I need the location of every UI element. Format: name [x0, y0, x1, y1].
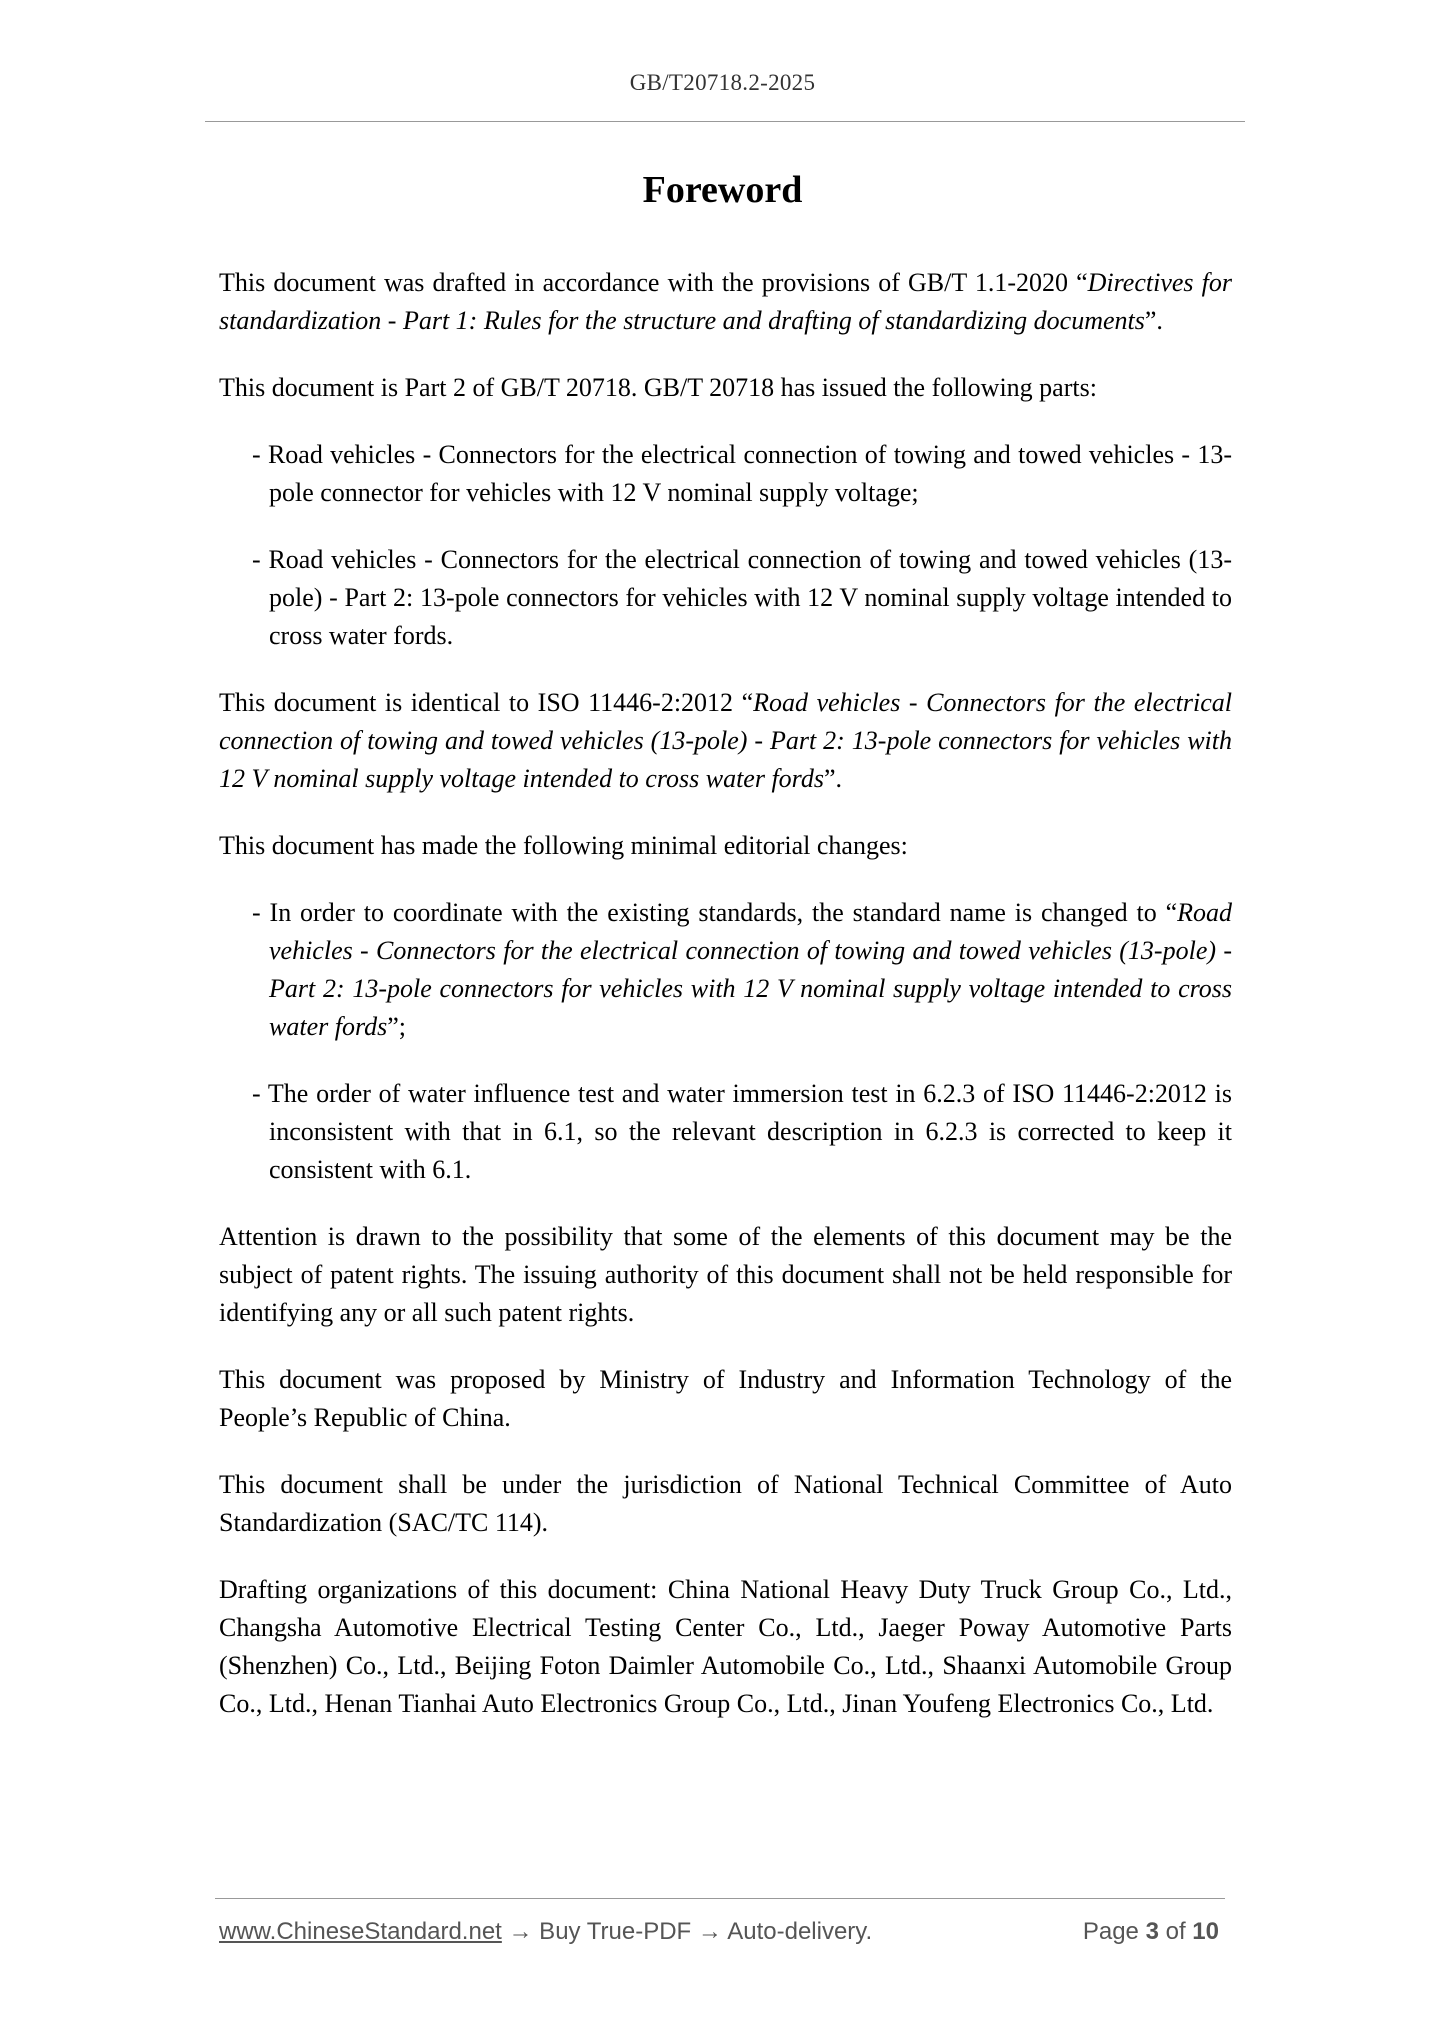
header-divider [205, 121, 1245, 122]
italic-title-text: Road vehicles - Connectors for the electrical connection of towing and towed vehicles (13-pole) - Part 2: 13-pole connectors for vehicles with 12 V nominal supply voltage intended to cross water fords [219, 688, 1232, 793]
text-segment: - In order to coordinate with the existing standards, the standard name is changed to “ [252, 898, 1178, 927]
parts-intro-paragraph: This document is Part 2 of GB/T 20718. GB/T 20718 has issued the following parts: [219, 373, 1097, 402]
italic-title-text: Road vehicles - Connectors for the electrical connection of towing and towed vehicles (13-pole) - Part 2: 13-pole connectors for vehicles with 12 V nominal supply voltage intended to cross water fords [269, 898, 1232, 1041]
document-code-header: GB/T20718.2-2025 [629, 70, 816, 95]
page-total: 10 [1192, 1918, 1219, 1945]
changes-list-item-2: - The order of water influence test and water immersion test in 6.2.3 of ISO 11446-2:2012 is inconsistent with that in 6.1, so the relevant description in 6.2.3 is corrected to keep it consistent with 6.1. [252, 1079, 1232, 1184]
parts-list-item-2: - Road vehicles - Connectors for the electrical connection of towing and towed vehicles (13-pole) - Part 2: 13-pole connectors for vehicles with 12 V nominal supply voltage intended to cross water fords. [252, 545, 1232, 650]
page-footer [219, 1918, 1219, 1952]
text-segment: ”. [823, 764, 842, 793]
text-segment: This document is identical to ISO 11446-2:2012 “ [219, 688, 754, 717]
website-link[interactable]: www.ChineseStandard.net [219, 1918, 502, 1945]
italic-title-text: Directives for standardization - Part 1: Rules for the structure and drafting of standardizing documents [219, 268, 1232, 335]
page-current: 3 [1145, 1918, 1159, 1945]
page-of-word: of [1165, 1918, 1186, 1945]
text-segment: ”; [387, 1012, 406, 1041]
changes-list-item-1 [252, 894, 1232, 1046]
promo-text: → Buy True-PDF → Auto-delivery. [501, 1918, 873, 1945]
footer-promo [219, 1918, 872, 1946]
jurisdiction-paragraph: This document shall be under the jurisdiction of National Technical Committee of Auto Standardization (SAC/TC 114). [219, 1470, 1232, 1537]
footer-divider [215, 1898, 1225, 1899]
drafting-organizations-paragraph: Drafting organizations of this document: China National Heavy Duty Truck Group Co., Ltd., Changsha Automotive Electrical Testing Center Co., Ltd., Jaeger Poway Automotive Parts (Shenzhen) Co., Ltd., Beijing Foton Daimler Automobile Co., Ltd., Shaanxi Automobile Group Co., Ltd., Henan Tianhai Auto Electronics Group Co., Ltd., Jinan Youfeng Electronics Co., Ltd. [219, 1575, 1232, 1718]
identity-paragraph [219, 684, 1232, 798]
page-title: Foreword [642, 169, 803, 211]
parts-list-item-1: - Road vehicles - Connectors for the electrical connection of towing and towed vehicles - 13-pole connector for vehicles with 12 V nominal supply voltage; [252, 440, 1232, 507]
changes-intro-paragraph: This document has made the following minimal editorial changes: [219, 831, 908, 860]
foreword-body [219, 264, 1232, 1752]
patent-paragraph: Attention is drawn to the possibility that some of the elements of this document may be the subject of patent rights. The issuing authority of this document shall not be held responsible for identifying any or all such patent rights. [219, 1222, 1232, 1327]
drafting-basis-paragraph [219, 264, 1232, 340]
proposer-paragraph: This document was proposed by Ministry of Industry and Information Technology of the People’s Republic of China. [219, 1365, 1232, 1432]
text-segment: ”. [1144, 306, 1163, 335]
text-segment: This document was drafted in accordance with the provisions of GB/T 1.1-2020 “ [219, 268, 1088, 297]
page-word: Page [1082, 1918, 1139, 1945]
page-indicator [1083, 1918, 1219, 1946]
